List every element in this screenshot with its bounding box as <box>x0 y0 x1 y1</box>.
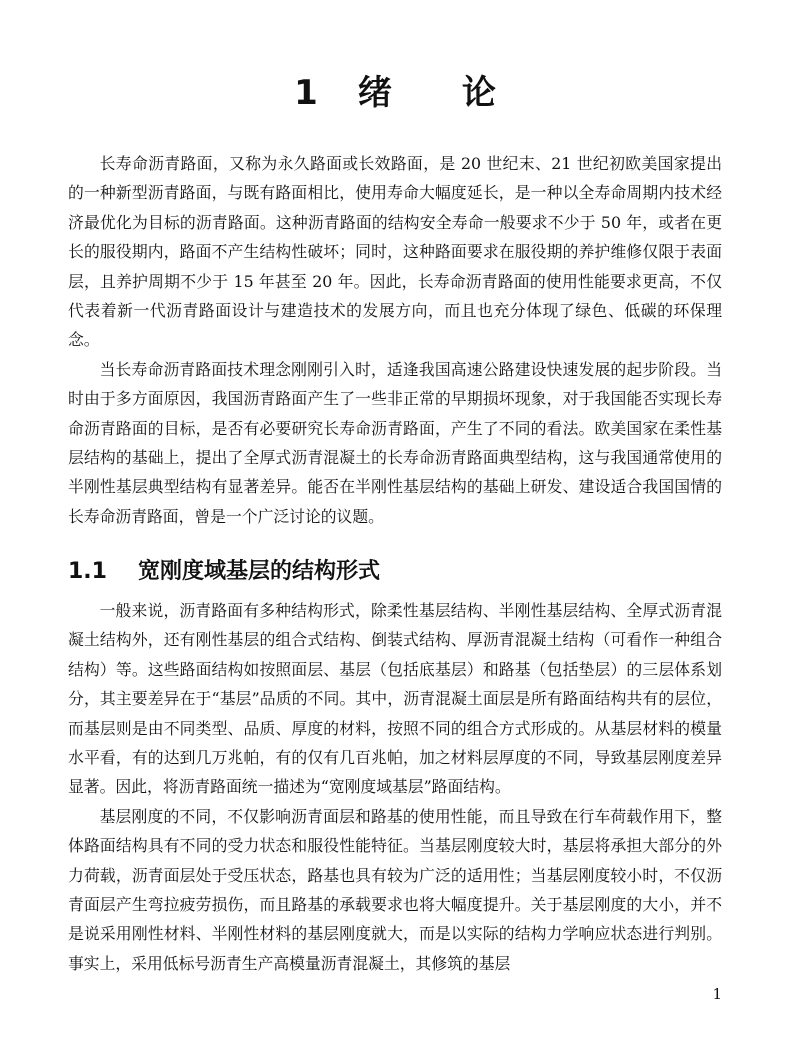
paragraph: 当长寿命沥青路面技术理念刚刚引入时，适逢我国高速公路建设快速发展的起步阶段。当时由于多方面原因，我国沥青路面产生了一些非正常的早期损坏现象，对于我国能否实现长寿命沥青路面的目标，是否有必要研究长寿命沥青路面，产生了不同的看法。欧美国家在柔性基层结构的基础上，提出了全厚式沥青混凝土的长寿命沥青路面典型结构，这与我国通常使用的半刚性基层典型结构有显著差异。能否在半刚性基层结构的基础上研发、建设适合我国国情的长寿命沥青路面，曾是一个广泛讨论的议题。 <box>68 359 722 526</box>
chapter-number: 1 <box>294 72 318 113</box>
paragraph: 长寿命沥青路面，又称为永久路面或长效路面，是 20 世纪末、21 世纪初欧美国家提出的一种新型沥青路面，与既有路面相比，使用寿命大幅度延长，是一种以全寿命周期内技术经济最优化为目标的沥青路面。这种沥青路面的结构安全寿命一般要求不少于 50 年，或者在更长的服役期内，路面不产生结构性破坏；同时，这种路面要求在服役期的养护维修仅限于表面层，且养护周期不少于 15 年甚至 20 年。因此，长寿命沥青路面的使用性能要求更高，不仅代表着新一代沥青路面设计与建造技术的发展方向，而且也充分体现了绿色、低碳的环保理念。 <box>68 154 722 350</box>
chapter-title-char-1: 绪 <box>357 72 392 113</box>
section-title: 宽刚度域基层的结构形式 <box>138 559 381 585</box>
paragraph: 基层刚度的不同，不仅影响沥青面层和路基的使用性能，而且导致在行车荷载作用下，整体路面结构具有不同的受力状态和服役性能特征。当基层刚度较大时，基层将承担大部分的外力荷载，沥青面层处于受压状态，路基也具有较为广泛的适用性；当基层刚度较小时，不仅沥青面层产生弯拉疲劳损伤，而且路基的承载要求也将大幅度提升。关于基层刚度的大小，并不是说采用刚性材料、半刚性材料的基层刚度就大，而是以实际的结构力学响应状态进行判别。事实上，采用低标号沥青生产高模量沥青混凝土，其修筑的基层 <box>68 806 722 973</box>
section-text <box>68 596 722 978</box>
section-number: 1.1 <box>68 559 107 585</box>
intro-text <box>68 149 722 531</box>
paragraph: 一般来说，沥青路面有多种结构形式，除柔性基层结构、半刚性基层结构、全厚式沥青混凝土结构外，还有刚性基层的组合式结构、倒装式结构、厚沥青混凝土结构（可看作一种组合结构）等。这些路面结构如按照面层、基层（包括底基层）和路基（包括垫层）的三层体系划分，其主要差异在于“基层”品质的不同。其中，沥青混凝土面层是所有路面结构共有的层位，而基层则是由不同类型、品质、厚度的材料，按照不同的组合方式形成的。从基层材料的模量水平看，有的达到几万兆帕，有的仅有几百兆帕，加之材料层厚度的不同，导致基层刚度差异显著。因此，将沥青路面统一描述为“宽刚度域基层”路面结构。 <box>68 601 722 797</box>
section-heading <box>68 556 380 588</box>
chapter-title-char-2: 论 <box>461 72 496 113</box>
page-number: 1 <box>712 985 722 1003</box>
chapter-title <box>0 71 790 115</box>
